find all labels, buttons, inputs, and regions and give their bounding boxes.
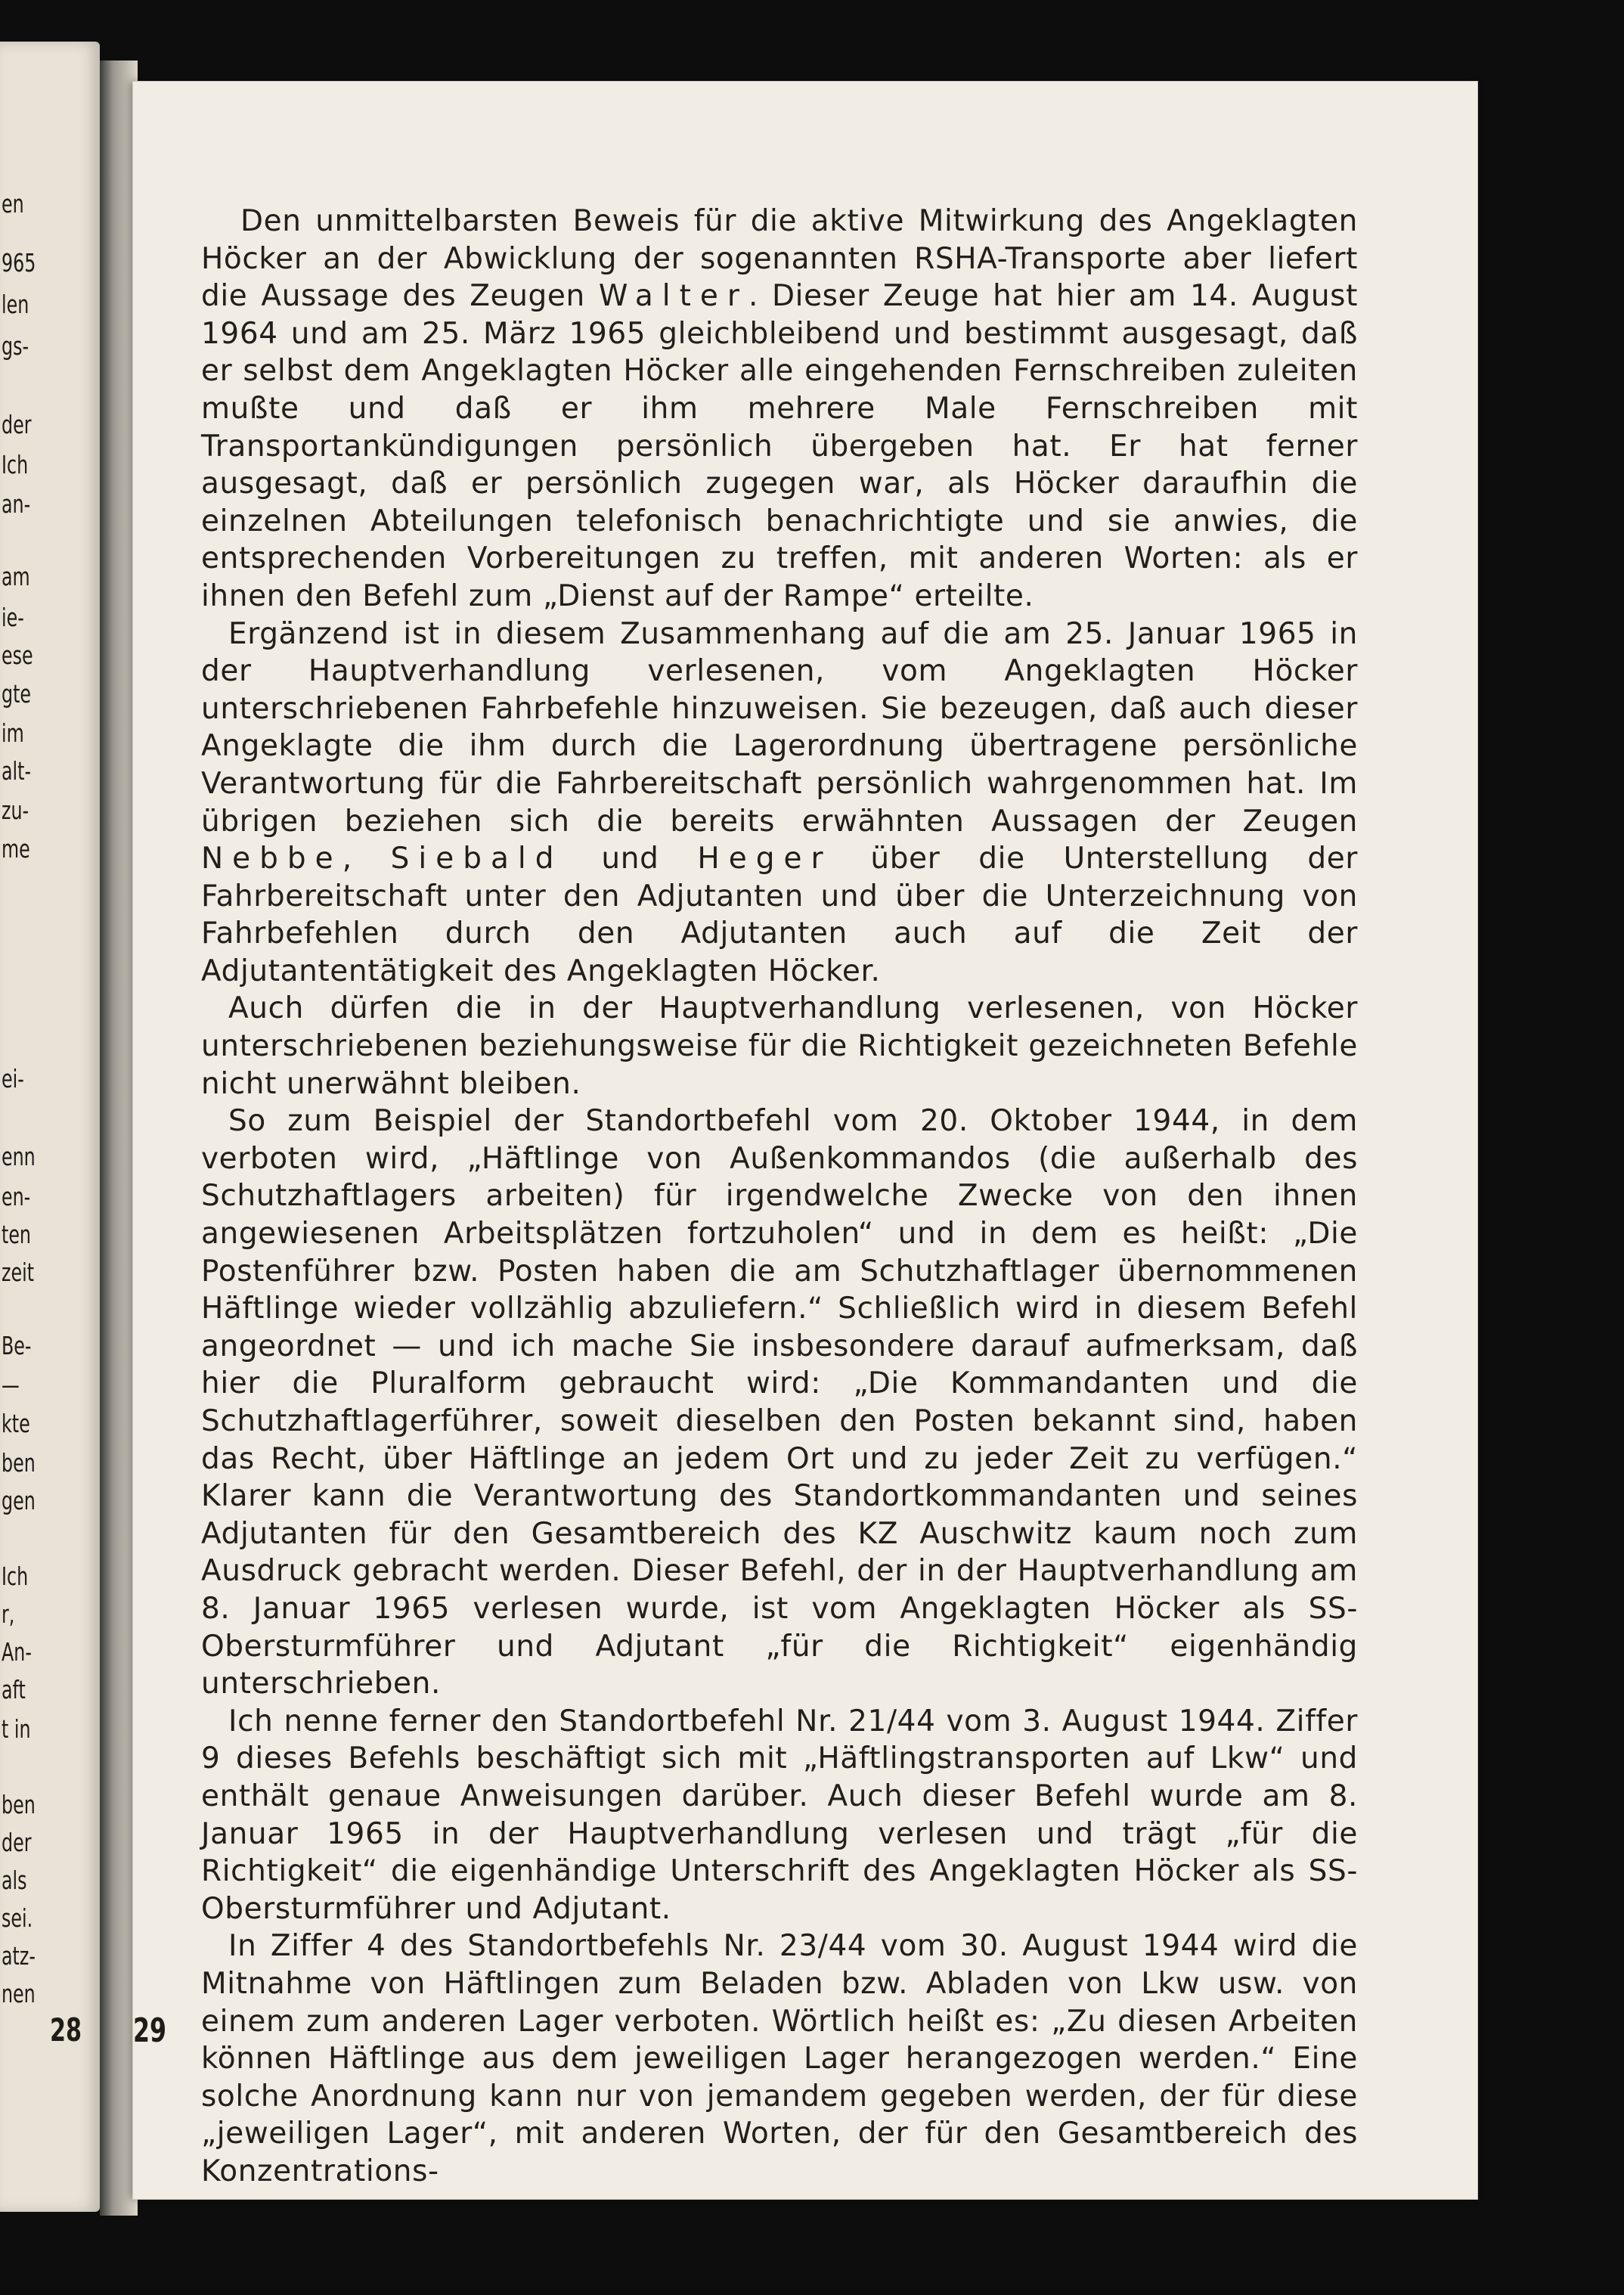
left-fragment: der (2, 1828, 32, 1857)
left-fragment: An- (2, 1637, 32, 1667)
right-page (133, 82, 1477, 2199)
left-fragment: alt- (2, 756, 32, 786)
left-fragment: kte (2, 1409, 30, 1438)
witness-name: Siebald (390, 842, 563, 876)
left-fragment: en- (2, 1182, 31, 1211)
witness-name: Heger (697, 842, 832, 876)
left-fragment: enn (2, 1142, 36, 1171)
paragraph: Auch dürfen die in der Hauptverhandlung verlesenen, von Höcker unterschriebenen beziehungsweise für die Richtigkeit gezeichneten Befehle nicht unerwähnt bleiben. (201, 991, 1358, 1101)
left-fragment: ese (2, 640, 33, 670)
right-page-number: 29 (133, 2011, 167, 2050)
left-fragment: en (2, 189, 24, 219)
left-fragment: gs- (2, 331, 29, 361)
body-text (201, 203, 1358, 2190)
left-fragment: t in (2, 1714, 31, 1744)
left-fragment: ten (2, 1220, 32, 1249)
left-fragment: an- (2, 489, 31, 519)
left-fragment: Ich (2, 450, 29, 479)
paragraph: Den unmittelbarsten Beweis für die aktive Mitwirkung des Angeklagten Höcker an der Abwicklung der sogenannten RSHA-Transporte aber liefert die Aussage des Zeugen Walter. Dieser Zeuge hat hier am 14. August 1964 und am 25. März 1965 gleichbleibend und bestimmt ausgesagt, daß er selbst dem Angeklagten Höcker alle eingehenden Fernschreiben zuleiten mußte und daß er ihm mehrere Male Fernschreiben mit Transportankündigungen persönlich übergeben hat. Er hat ferner ausgesagt, daß er persönlich zugegen war, als Höcker daraufhin die einzelnen Abteilungen telefonisch benachrichtigte und sie anwies, die entsprechenden Vorbereitungen zu treffen, mit anderen Worten: als er ihnen den Befehl zum „Dienst auf der Rampe“ erteilte. (201, 204, 1358, 613)
left-fragment: len (2, 290, 29, 319)
left-fragment: zu- (2, 795, 29, 825)
left-fragment: der (2, 410, 32, 439)
witness-name: Walter (598, 279, 748, 314)
left-fragment: sei. (2, 1903, 33, 1933)
left-fragment: ben (2, 1790, 36, 1819)
left-fragment: r, (2, 1599, 15, 1629)
left-fragment: am (2, 562, 30, 591)
left-fragment: atz- (2, 1941, 36, 1971)
book-gutter (100, 60, 138, 2216)
left-page-number: 28 (50, 2011, 82, 2048)
left-fragment: ie- (2, 603, 24, 632)
left-fragment: ei- (2, 1064, 24, 1093)
paragraph: Ergänzend ist in diesem Zusammenhang auf die am 25. Januar 1965 in der Hauptverhandlung verlesenen, vom Angeklagten Höcker unterschriebenen Fahrbefehle hinzuweisen. Sie bezeugen, daß auch dieser Angeklagte die ihm durch die Lagerordnung übertragene persönliche Verantwortung für die Fahrbereitschaft persönlich wahrgenommen hat. Im übrigen beziehen sich die bereits erwähnten Aussagen der Zeugen Nebbe, Siebald und Heger über die Unterstellung der Fahrbereitschaft unter den Adjutanten und über die Unterzeichnung von Fahrbefehlen durch den Adjutanten auch auf die Zeit der Adjutantentätigkeit des Angeklagten Höcker. (201, 616, 1358, 988)
left-fragment: zeit (2, 1258, 35, 1287)
left-fragment: Be- (2, 1331, 32, 1360)
left-page (0, 42, 100, 2212)
witness-name: Nebbe (201, 842, 342, 876)
left-fragment: als (2, 1865, 27, 1895)
paragraph: So zum Beispiel der Standortbefehl vom 20. Oktober 1944, in dem verboten wird, „Häftlinge von Außenkommandos (die außerhalb des Schutzhaftlagers arbeiten) für irgendwelche Zwecke von den ihnen angewiesenen Arbeitsplätzen fortzuholen“ und in dem es heißt: „Die Postenführer bzw. Posten haben die am Schutzhaftlager übernommenen Häftlinge wieder vollzählig abzuliefern.“ Schließlich wird in diesem Befehl angeordnet — und ich mache Sie insbesondere darauf aufmerksam, daß hier die Pluralform gebraucht wird: „Die Kommandanten und die Schutzhaftlagerführer, soweit dieselben den Posten bekannt sind, haben das Recht, über Häftlinge an jedem Ort und zu jeder Zeit zu verfügen.“ Klarer kann die Verantwortung des Standortkommandanten und seines Adjutanten für den Gesamtbereich des KZ Auschwitz kaum noch zum Ausdruck gebracht werden. Dieser Befehl, der in der Hauptverhandlung am 8. Januar 1965 verlesen wurde, ist vom Angeklagten Höcker als SS-Obersturmführer und Adjutant „für die Richtigkeit“ eigenhändig unterschrieben. (201, 1104, 1358, 1701)
left-fragment: — (2, 1370, 20, 1400)
left-fragment: aft (2, 1675, 26, 1704)
left-fragment: Ich (2, 1562, 29, 1591)
left-fragment: nen (2, 1979, 36, 2008)
left-fragment: 965 (2, 248, 36, 278)
left-page-text-fragments (2, 42, 62, 2212)
paragraph: In Ziffer 4 des Standortbefehls Nr. 23/44 vom 30. August 1944 wird die Mitnahme von Häftlingen zum Beladen bzw. Abladen von Lkw usw. von einem zum anderen Lager verboten. Wörtlich heißt es: „Zu diesen Arbeiten können Häftlinge aus dem jeweiligen Lager herangezogen werden.“ Eine solche Anordnung kann nur von jemandem gegeben werden, der für diese „jeweiligen Lager“, mit anderen Worten, der für den Gesamtbereich des Konzentrations- (201, 1929, 1358, 2188)
paragraph: Ich nenne ferner den Standortbefehl Nr. 21/44 vom 3. August 1944. Ziffer 9 dieses Befehls beschäftigt sich mit „Häftlingstransporten auf Lkw“ und enthält genaue Anweisungen darüber. Auch dieser Befehl wurde am 8. Januar 1965 in der Hauptverhandlung verlesen und trägt „für die Richtigkeit“ die eigenhändige Unterschrift des Angeklagten Höcker als SS-Obersturmführer und Adjutant. (201, 1704, 1358, 1926)
left-fragment: gen (2, 1486, 36, 1515)
left-fragment: me (2, 834, 30, 864)
left-fragment: ben (2, 1448, 36, 1478)
left-fragment: gte (2, 679, 32, 709)
left-fragment: im (2, 718, 24, 748)
